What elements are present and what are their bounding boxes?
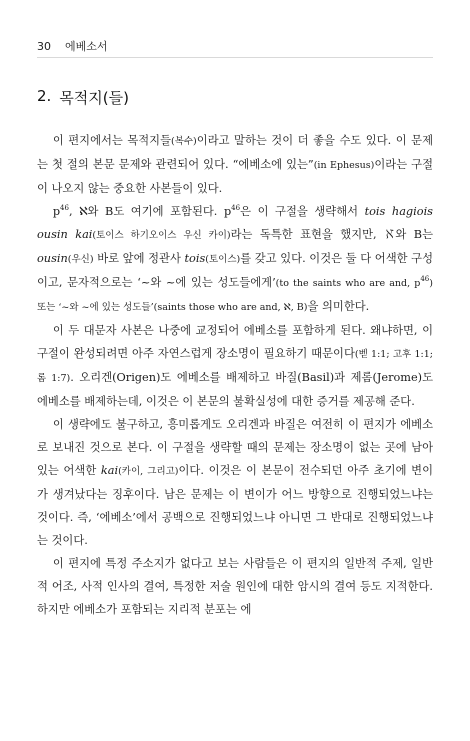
running-header <box>37 38 108 54</box>
greek-transliteration: kai <box>100 464 119 477</box>
greek-transliteration: tois <box>184 252 206 265</box>
body-text <box>37 129 433 621</box>
page-number: 30 <box>37 40 51 53</box>
text-run: 을 의미한다. <box>307 300 370 313</box>
text-run: 를 갖고 있다. 이것은 둘 다 어색한 구성이고, 문자적으로는 ‘~와 ~에 있는 성도들에게’ <box>37 252 433 289</box>
text-run: (토이스) <box>205 254 241 265</box>
text-run: , ℵ와 B도 여기에 포함된다. <box>68 205 224 218</box>
paragraph-1 <box>37 129 433 200</box>
text-run: . 오리겐(Origen)도 에베소를 배제하고 바질(Basil)과 제롬(Jerome)도 에베소를 배제하는데, 이것은 이 본문의 불확실성에 대한 증거를 제공해 준다. <box>37 371 433 408</box>
greek-transliteration: tois hagiois ousin kai <box>37 205 433 241</box>
text-run: (saints those who are and, ℵ, B) <box>153 302 308 313</box>
text-run: (복수) <box>171 136 197 147</box>
section-number: 2. <box>37 87 52 105</box>
paragraph-4 <box>37 413 433 552</box>
paragraph-2 <box>37 200 433 319</box>
header-divider <box>37 57 433 58</box>
greek-transliteration: ousin <box>37 252 68 265</box>
section-heading <box>37 87 129 108</box>
superscript: 46 <box>231 204 241 213</box>
manuscript-siglum: p <box>414 278 421 289</box>
text-run: 이다. 이것은 이 본문이 전수되던 아주 초기에 변이가 생겨났다는 징후이다. 남은 문제는 이 변이가 어느 방향으로 진행되었느냐는 것이다. 즉, ‘에베소’에서 공백으로 진행되었느냐 아니면 그 반대로 진행되었느냐는 것이다. <box>37 464 433 547</box>
text-run: ) 또는 ‘~와 ~에 있는 성도들’ <box>37 278 433 313</box>
text-run: 은 이 구절을 생략해서 <box>240 205 365 218</box>
text-run: (in Ephesus) <box>313 160 375 171</box>
text-run: 이 편지에 특정 주소지가 없다고 보는 사람들은 이 편지의 일반적 주제, 일반적 어조, 사적 인사의 결여, 특정한 저술 원인에 대한 암시의 결여 등도 지적한다. 하지만 에베소가 포함되는 지리적 분포는 에 <box>37 557 433 616</box>
manuscript-siglum: p <box>52 205 61 218</box>
text-run: 이라는 구절이 나오지 않는 중요한 사본들이 있다. <box>37 158 434 195</box>
section-title: 목적지(들) <box>59 89 129 107</box>
text-run: 바로 앞에 정관사 <box>93 252 185 265</box>
superscript: 46 <box>420 275 430 284</box>
paragraph-5 <box>37 552 433 621</box>
superscript: 46 <box>60 204 69 213</box>
book-title: 에베소서 <box>65 40 108 53</box>
manuscript-siglum: p <box>223 205 232 218</box>
text-run: 이 편지에서는 목적지들 <box>52 134 171 147</box>
text-run: 라는 독특한 표현을 했지만, ℵ와 B는 <box>230 228 433 241</box>
text-run: (토이스 하기오이스 우신 카이) <box>92 230 231 241</box>
text-run: (카이, 그리고) <box>118 466 179 477</box>
text-run: (벧 1:1; 고후 1:1; 롬 1:7) <box>37 349 433 384</box>
text-run: 이 생략에도 불구하고, 흥미롭게도 오리겐과 바질은 여전히 이 편지가 에베소로 보내진 것으로 본다. 이 구절을 생략할 때의 문제는 장소명이 없는 곳에 남아 있는 어색한 <box>37 418 433 477</box>
text-run: 이 두 대문자 사본은 나중에 교정되어 에베소를 포함하게 된다. 왜냐하면, 이 구절이 완성되려면 아주 자연스럽게 장소명이 필요하기 때문이다 <box>37 324 433 360</box>
paragraph-3 <box>37 319 433 413</box>
text-run: 이라고 말하는 것이 더 좋을 수도 있다. 이 문제는 첫 절의 본문 문제와 관련되어 있다. “에베소에 있는” <box>37 134 433 171</box>
text-run: (to the saints who are and, <box>275 278 415 289</box>
text-run: (우신) <box>67 254 94 265</box>
